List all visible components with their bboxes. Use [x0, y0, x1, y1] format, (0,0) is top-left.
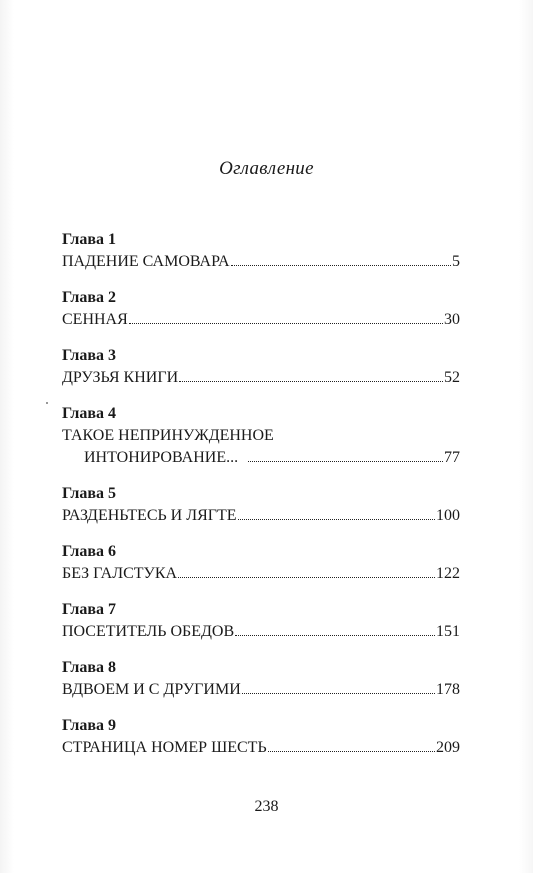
- chapter-label: Глава 5: [62, 485, 116, 502]
- chapter-title-line: [62, 252, 460, 274]
- toc-entry-chapter-6[interactable]: [62, 542, 460, 586]
- dot-leader: [235, 635, 435, 636]
- chapter-title: БЕЗ ГАЛСТУКА: [62, 565, 178, 582]
- dot-leader: [242, 693, 435, 694]
- toc-title: Оглавление: [219, 158, 314, 179]
- toc-entry-chapter-2[interactable]: [62, 288, 460, 332]
- toc-entry-chapter-4[interactable]: [62, 404, 460, 470]
- chapter-page: 30: [444, 311, 460, 328]
- toc-entry-chapter-8[interactable]: [62, 658, 460, 702]
- dot-leader: [129, 323, 443, 324]
- chapter-page: 122: [436, 565, 460, 582]
- chapter-page: 5: [452, 253, 460, 270]
- table-of-contents: [62, 230, 460, 774]
- chapter-title-line: [62, 564, 460, 586]
- chapter-page: 77: [444, 449, 460, 466]
- chapter-title: СТРАНИЦА НОМЕР ШЕСТЬ: [62, 739, 267, 756]
- dot-leader: [178, 577, 435, 578]
- print-speck: [46, 402, 48, 404]
- chapter-title-continued: ИНТОНИРОВАНИЕ...: [84, 449, 239, 466]
- chapter-label: Глава 4: [62, 405, 116, 422]
- dot-leader: [268, 751, 435, 752]
- dot-leader: [179, 381, 443, 382]
- chapter-label: Глава 6: [62, 543, 116, 560]
- chapter-label: Глава 9: [62, 717, 116, 734]
- chapter-title-line: [62, 622, 460, 644]
- chapter-title: ПОСЕТИТЕЛЬ ОБЕДОВ: [62, 623, 235, 640]
- chapter-page: 100: [436, 507, 460, 524]
- chapter-title-line-1: ТАКОЕ НЕПРИНУЖДЕННОЕ: [62, 427, 274, 444]
- chapter-label: Глава 2: [62, 289, 116, 306]
- chapter-title-line: [62, 310, 460, 332]
- chapter-page: 178: [436, 681, 460, 698]
- chapter-title-line: [62, 680, 460, 702]
- chapter-page: 151: [436, 623, 460, 640]
- chapter-label: Глава 3: [62, 347, 116, 364]
- chapter-label: Глава 1: [62, 231, 116, 248]
- chapter-title: РАЗДЕНЬТЕСЬ И ЛЯГТЕ: [62, 507, 237, 524]
- chapter-title: СЕННАЯ: [62, 311, 128, 328]
- chapter-page: 209: [436, 739, 460, 756]
- dot-leader: [248, 461, 443, 462]
- toc-entry-chapter-9[interactable]: [62, 716, 460, 760]
- chapter-title-line: [62, 368, 460, 390]
- toc-entry-chapter-1[interactable]: [62, 230, 460, 274]
- chapter-title-line: [62, 738, 460, 760]
- page-number: 238: [254, 798, 279, 815]
- chapter-title: ВДВОЕМ И С ДРУГИМИ: [62, 681, 241, 698]
- chapter-title: ПАДЕНИЕ САМОВАРА: [62, 253, 230, 270]
- chapter-title-line: [62, 506, 460, 528]
- toc-entry-chapter-3[interactable]: [62, 346, 460, 390]
- toc-entry-chapter-7[interactable]: [62, 600, 460, 644]
- dot-leader: [231, 265, 451, 266]
- dot-leader: [238, 519, 435, 520]
- toc-entry-chapter-5[interactable]: [62, 484, 460, 528]
- chapter-label: Глава 7: [62, 601, 116, 618]
- chapter-title: ДРУЗЬЯ КНИГИ: [62, 369, 179, 386]
- chapter-page: 52: [444, 369, 460, 386]
- chapter-label: Глава 8: [62, 659, 116, 676]
- chapter-title-line-2: [62, 448, 460, 470]
